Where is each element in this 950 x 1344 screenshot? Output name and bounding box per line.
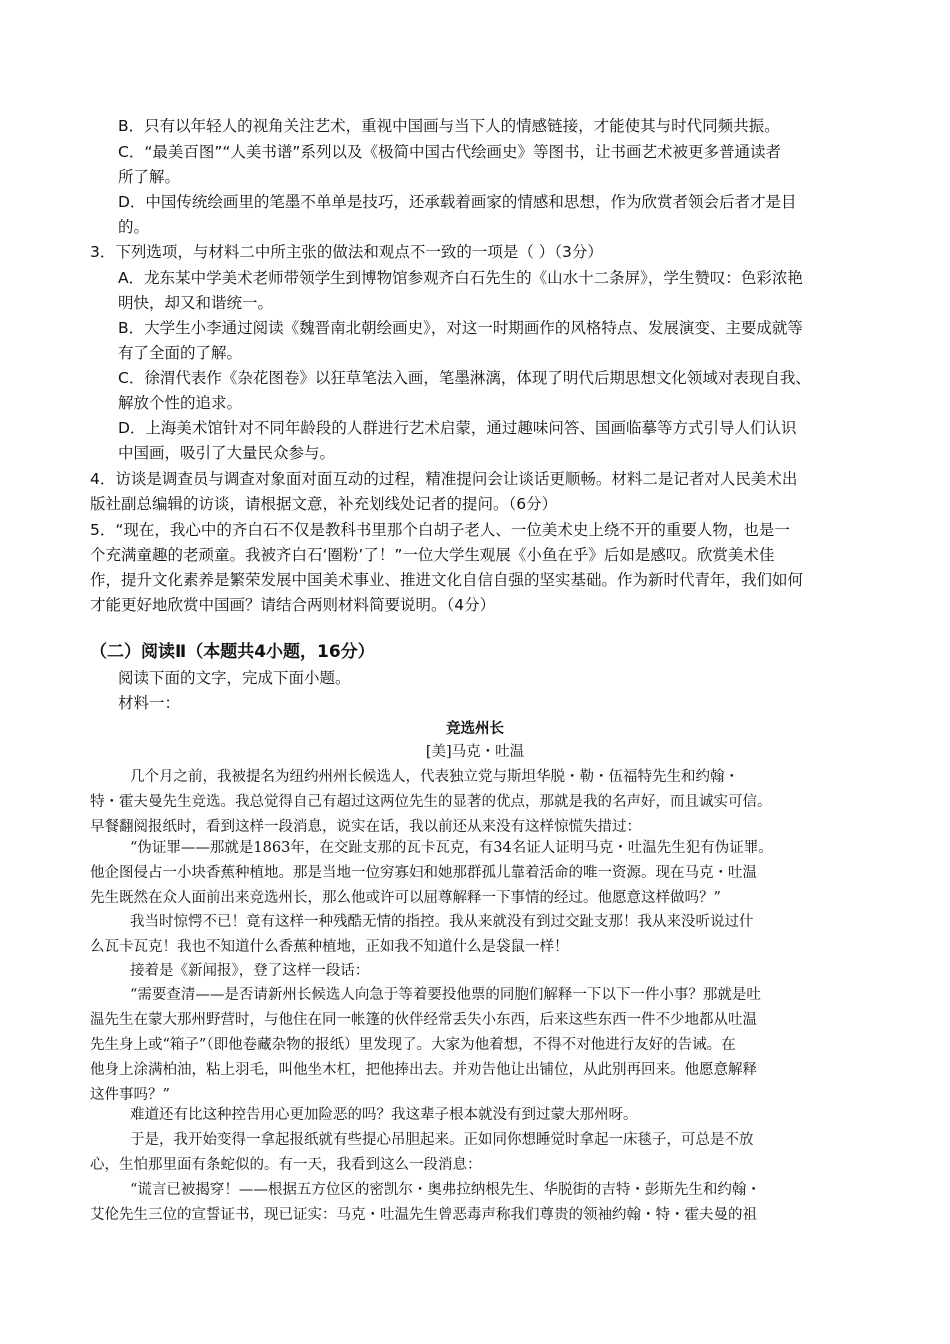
q3-option-d-line2: 中国画，吸引了大量民众参与。 bbox=[118, 444, 336, 462]
paragraph-line: 先生身上或“箱子”（即他卷藏杂物的报纸）里发现了。大家为他着想，不得不对他进行友好的告诫。在 bbox=[90, 1037, 736, 1053]
q2-option-b: B．只有以年轻人的视角关注艺术，重视中国画与当下人的情感链接，才能使其与时代同频共振。 bbox=[118, 117, 780, 135]
q2-option-d-line2: 的。 bbox=[118, 218, 150, 236]
article-paragraph bbox=[90, 1128, 754, 1178]
paragraph-line: “谎言已被揭穿！——根据五方位区的密凯尔・奥弗拉纳根先生、华脱街的吉特・彭斯先生和约翰・ bbox=[130, 1182, 761, 1198]
article-paragraph bbox=[90, 836, 773, 911]
q3-option-a-line1: A．龙东某中学美术老师带领学生到博物馆参观齐白石先生的《山水十二条屏》，学生赞叹：色彩浓艳 bbox=[118, 269, 803, 287]
article-paragraph bbox=[90, 1103, 638, 1128]
paragraph-line: 这件事吗？” bbox=[90, 1087, 170, 1103]
article-paragraph bbox=[90, 765, 772, 840]
paragraph-line: 我当时惊愕不已！竟有这样一种残酷无情的指控。我从来就没有到过交趾支那！我从来没听说过什 bbox=[130, 914, 754, 930]
paragraph-line: 几个月之前，我被提名为纽约州州长候选人，代表独立党与斯坦华脱・勒・伍福特先生和约翰・ bbox=[130, 769, 739, 785]
q5-line1: 5．“现在，我心中的齐白石不仅是教科书里那个白胡子老人、一位美术史上绕不开的重要人物，也是一 bbox=[90, 521, 790, 539]
q2-option-d-line1: D．中国传统绘画里的笔墨不单单是技巧，还承载着画家的情感和思想，作为欣赏者领会后者才是目 bbox=[118, 193, 797, 211]
q3-option-b-line2: 有了全面的了解。 bbox=[118, 344, 243, 362]
q3-stem: 3．下列选项，与材料二中所主张的做法和观点不一致的一项是（ ）（3分） bbox=[90, 243, 603, 261]
article-author: [美]马克・吐温 bbox=[425, 744, 525, 760]
article-paragraph bbox=[90, 1178, 761, 1228]
article-paragraph bbox=[90, 983, 761, 1108]
article-paragraph bbox=[90, 959, 369, 984]
paragraph-line: 他身上涂满柏油，粘上羽毛，叫他坐木杠，把他捧出去。并劝告他让出铺位，从此别再回来。他愿意解释 bbox=[90, 1062, 757, 1078]
q4-line2: 版社副总编辑的访谈，请根据文意，补充划线处记者的提问。（6分） bbox=[90, 495, 558, 513]
section-instruction: 阅读下面的文字，完成下面小题。 bbox=[118, 669, 351, 687]
paragraph-line: 早餐翻阅报纸时，看到这样一段消息，说实在话，我以前还从来没有这样惊慌失措过： bbox=[90, 819, 641, 835]
q2-option-c-line1: C．“最美百图”“人美书谱”系列以及《极简中国古代绘画史》等图书，让书画艺术被更多普通读者 bbox=[118, 143, 781, 161]
paragraph-line: 接着是《新闻报》，登了这样一段话： bbox=[130, 963, 370, 979]
q3-option-c-line2: 解放个性的追求。 bbox=[118, 394, 243, 412]
paragraph-line: “伪证罪——那就是1863年，在交趾支那的瓦卡瓦克，有34名证人证明马克・吐温先生犯有伪证罪。 bbox=[130, 840, 773, 856]
q5-line4: 才能更好地欣赏中国画？请结合两则材料简要说明。（4分） bbox=[90, 596, 496, 614]
q5-line3: 作，提升文化素养是繁荣发展中国美术事业、推进文化自信自强的坚实基础。作为新时代青年，我们如何 bbox=[90, 571, 804, 589]
q3-option-d-line1: D．上海美术馆针对不同年龄段的人群进行艺术启蒙，通过趣味问答、国画临摹等方式引导人们认识 bbox=[118, 419, 797, 437]
material-label: 材料一： bbox=[118, 694, 181, 712]
q5-line2: 个充满童趣的老顽童。我被齐白石‘圈粉’了！”一位大学生观展《小鱼在乎》后如是感叹。欣赏美术佳 bbox=[90, 546, 775, 564]
paragraph-line: 他企图侵占一小块香蕉种植地。那是当地一位穷寡妇和她那群孤儿靠着活命的唯一资源。现在马克・吐温 bbox=[90, 865, 757, 881]
paragraph-line: 艾伦先生三位的宣誓证书，现已证实：马克・吐温先生曾恶毒声称我们尊贵的领袖约翰・特・霍夫曼的祖 bbox=[90, 1207, 757, 1223]
q4-line1: 4．访谈是调查员与调查对象面对面互动的过程，精准提问会让谈话更顺畅。材料二是记者对人民美术出 bbox=[90, 470, 798, 488]
paragraph-line: 特・霍夫曼先生竞选。我总觉得自己有超过这两位先生的显著的优点，那就是我的名声好，而且诚实可信。 bbox=[90, 794, 772, 810]
q3-option-c-line1: C．徐渭代表作《杂花图卷》以狂草笔法入画，笔墨淋漓，体现了明代后期思想文化领域对表现自我、 bbox=[118, 369, 811, 387]
q3-option-b-line1: B．大学生小李通过阅读《魏晋南北朝绘画史》，对这一时期画作的风格特点、发展演变、主要成就等 bbox=[118, 319, 803, 337]
paragraph-line: 心，生怕那里面有条蛇似的。有一天，我看到这么一段消息： bbox=[90, 1157, 482, 1173]
paragraph-line: 温先生在蒙大那州野营时，与他住在同一帐篷的伙伴经常丢失小东西，后来这些东西一件不少地都从吐温 bbox=[90, 1012, 757, 1028]
paragraph-line: “需要查清——是否请新州长候选人向急于等着要投他票的同胞们解释一下以下一件小事？那就是吐 bbox=[130, 987, 761, 1003]
section-heading: （二）阅读Ⅱ（本题共4小题，16分） bbox=[90, 642, 375, 662]
paragraph-line: 先生既然在众人面前出来竞选州长，那么他或许可以屈尊解释一下事情的经过。他愿意这样做吗？” bbox=[90, 890, 721, 906]
paragraph-line: 难道还有比这种控告用心更加险恶的吗？我这辈子根本就没有到过蒙大那州呀。 bbox=[130, 1107, 638, 1123]
article-title: 竞选州长 bbox=[446, 720, 504, 737]
paragraph-line: 么瓦卡瓦克！我也不知道什么香蕉种植地，正如我不知道什么是袋鼠一样！ bbox=[90, 939, 569, 955]
q2-option-c-line2: 所了解。 bbox=[118, 168, 181, 186]
article-paragraph bbox=[90, 910, 754, 960]
q3-option-a-line2: 明快，却又和谐统一。 bbox=[118, 294, 274, 312]
paragraph-line: 于是，我开始变得一拿起报纸就有些提心吊胆起来。正如同你想睡觉时拿起一床毯子，可总是不放 bbox=[130, 1132, 754, 1148]
